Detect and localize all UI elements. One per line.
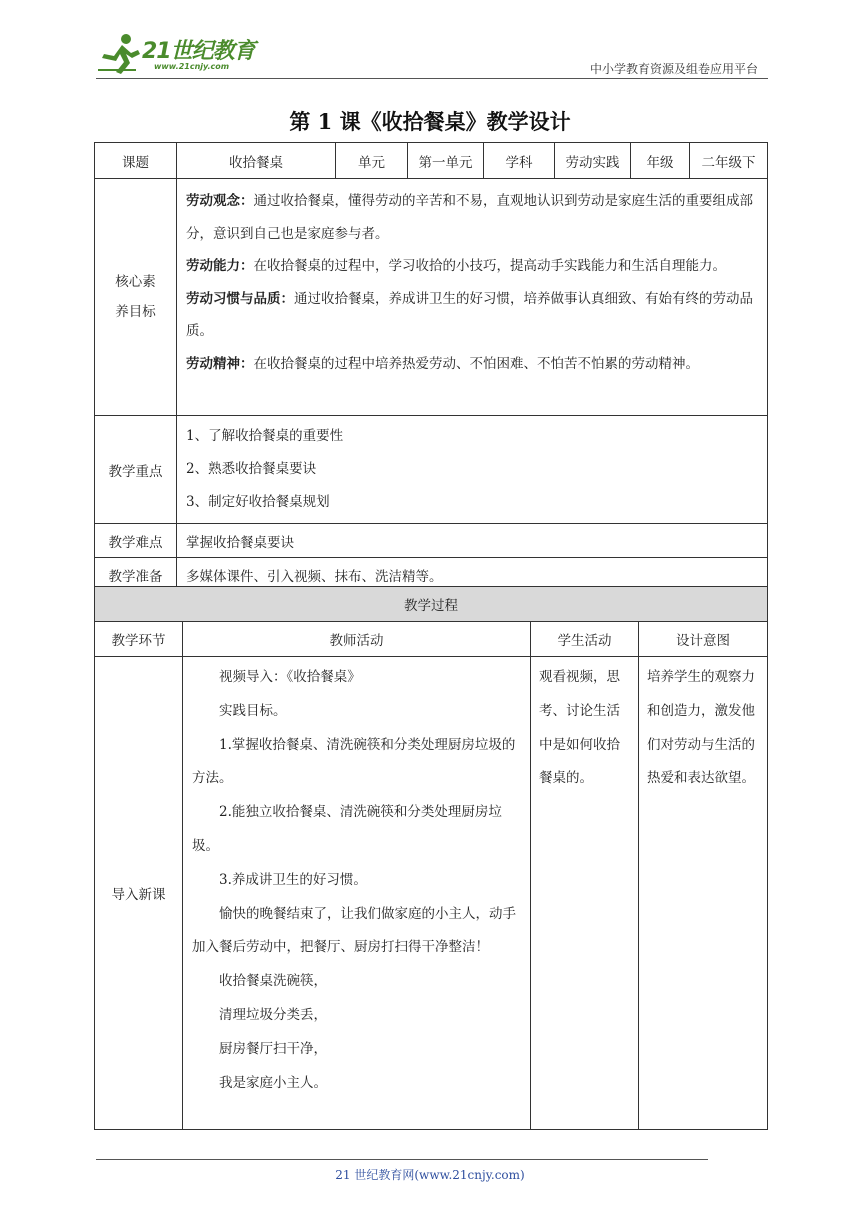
teacher-line: 我是家庭小主人。 — [219, 1074, 327, 1091]
stage-label: 导入新课 — [95, 657, 183, 1130]
goals-label-line-2: 养目标 — [115, 304, 156, 320]
difficulty-label: 教学难点 — [95, 524, 177, 558]
preparation-content: 多媒体课件、引入视频、抹布、洗洁精等。 — [177, 558, 768, 593]
teacher-activity — [183, 657, 531, 1130]
teacher-line: 愉快的晚餐结束了，让我们做家庭的小主人，动手加入餐后劳动中，把餐厅、厨房打扫得干净整洁！ — [192, 905, 516, 956]
unit-label: 单元 — [336, 143, 408, 179]
page-header — [96, 32, 768, 78]
teacher-line: 1.掌握收拾餐桌、清洗碗筷和分类处理厨房垃圾的方法。 — [192, 736, 516, 787]
topic-label: 课题 — [95, 143, 177, 179]
key-point-item: 2、熟悉收拾餐桌要诀 — [186, 461, 317, 477]
logo-url: www.21cnjy.com — [154, 62, 230, 71]
logo-text: 21世纪教育 — [142, 39, 255, 64]
key-points-content — [177, 416, 768, 524]
goal-item — [186, 185, 759, 250]
goals-content — [177, 179, 768, 416]
design-intent: 培养学生的观察力和创造力，激发他们对劳动与生活的热爱和表达欲望。 — [639, 657, 768, 1130]
student-activity: 观看视频，思考、讨论生活中是如何收拾餐桌的。 — [531, 657, 639, 1130]
lesson-info-table — [94, 142, 768, 593]
teacher-line: 2.能独立收拾餐桌、清洗碗筷和分类处理厨房垃圾。 — [192, 804, 502, 854]
goal-item — [186, 283, 759, 348]
grade-value: 二年级下 — [690, 143, 768, 179]
goals-label — [95, 179, 177, 416]
difficulty-content: 掌握收拾餐桌要诀 — [177, 524, 768, 558]
key-point-item: 1、了解收拾餐桌的重要性 — [186, 428, 344, 444]
goals-label-line-1: 核心素 — [115, 274, 156, 290]
goal-text: 在收拾餐桌的过程中培养热爱劳动、不怕困难、不怕苦不怕累的劳动精神。 — [253, 355, 699, 372]
header-stage: 教学环节 — [95, 622, 183, 657]
grade-label: 年级 — [631, 143, 690, 179]
topic-value: 收拾餐桌 — [177, 143, 336, 179]
header-teacher: 教师活动 — [183, 622, 531, 657]
header-student: 学生活动 — [531, 622, 639, 657]
goal-head: 劳动精神： — [186, 355, 254, 372]
goal-text: 在收拾餐桌的过程中，学习收拾的小技巧，提高动手实践能力和生活自理能力。 — [253, 258, 726, 274]
key-points-label: 教学重点 — [95, 416, 177, 524]
runner-icon — [96, 32, 144, 76]
process-title: 教学过程 — [95, 587, 768, 622]
goal-head: 劳动观念： — [186, 193, 254, 209]
header-divider — [96, 78, 768, 79]
footer-divider — [96, 1159, 708, 1160]
goal-head: 劳动习惯与品质： — [186, 290, 294, 307]
subject-value: 劳动实践 — [555, 143, 631, 179]
unit-value: 第一单元 — [408, 143, 484, 179]
footer-text: 21 世纪教育网(www.21cnjy.com) — [335, 1168, 525, 1182]
goal-head: 劳动能力： — [186, 258, 254, 274]
subject-label: 学科 — [484, 143, 555, 179]
teacher-line: 视频导入：《收拾餐桌》 — [219, 669, 361, 685]
teacher-line: 厨房餐厅扫干净， — [219, 1040, 327, 1057]
document-title: 第 1 课《收拾餐桌》教学设计 — [289, 109, 571, 134]
teacher-line: 实践目标。 — [219, 702, 287, 719]
goal-text: 通过收拾餐桌，养成讲卫生的好习惯，培养做事认真细致、有始有终的劳动品质。 — [186, 290, 753, 339]
teacher-line: 清理垃圾分类丢， — [219, 1006, 327, 1023]
logo — [96, 32, 266, 78]
teacher-line: 3.养成讲卫生的好习惯。 — [219, 871, 367, 888]
preparation-label: 教学准备 — [95, 558, 177, 593]
goal-item — [186, 250, 759, 283]
platform-name: 中小学教育资源及组卷应用平台 — [589, 62, 758, 76]
goal-item — [186, 348, 759, 381]
header-design: 设计意图 — [639, 622, 768, 657]
teaching-process-table — [94, 586, 768, 1130]
goal-text: 通过收拾餐桌，懂得劳动的辛苦和不易，直观地认识到劳动是家庭生活的重要组成部分，意识到自己也是家庭参与者。 — [186, 193, 753, 242]
teacher-line: 收拾餐桌洗碗筷， — [219, 973, 327, 990]
key-point-item: 3、制定好收拾餐桌规划 — [186, 494, 330, 510]
